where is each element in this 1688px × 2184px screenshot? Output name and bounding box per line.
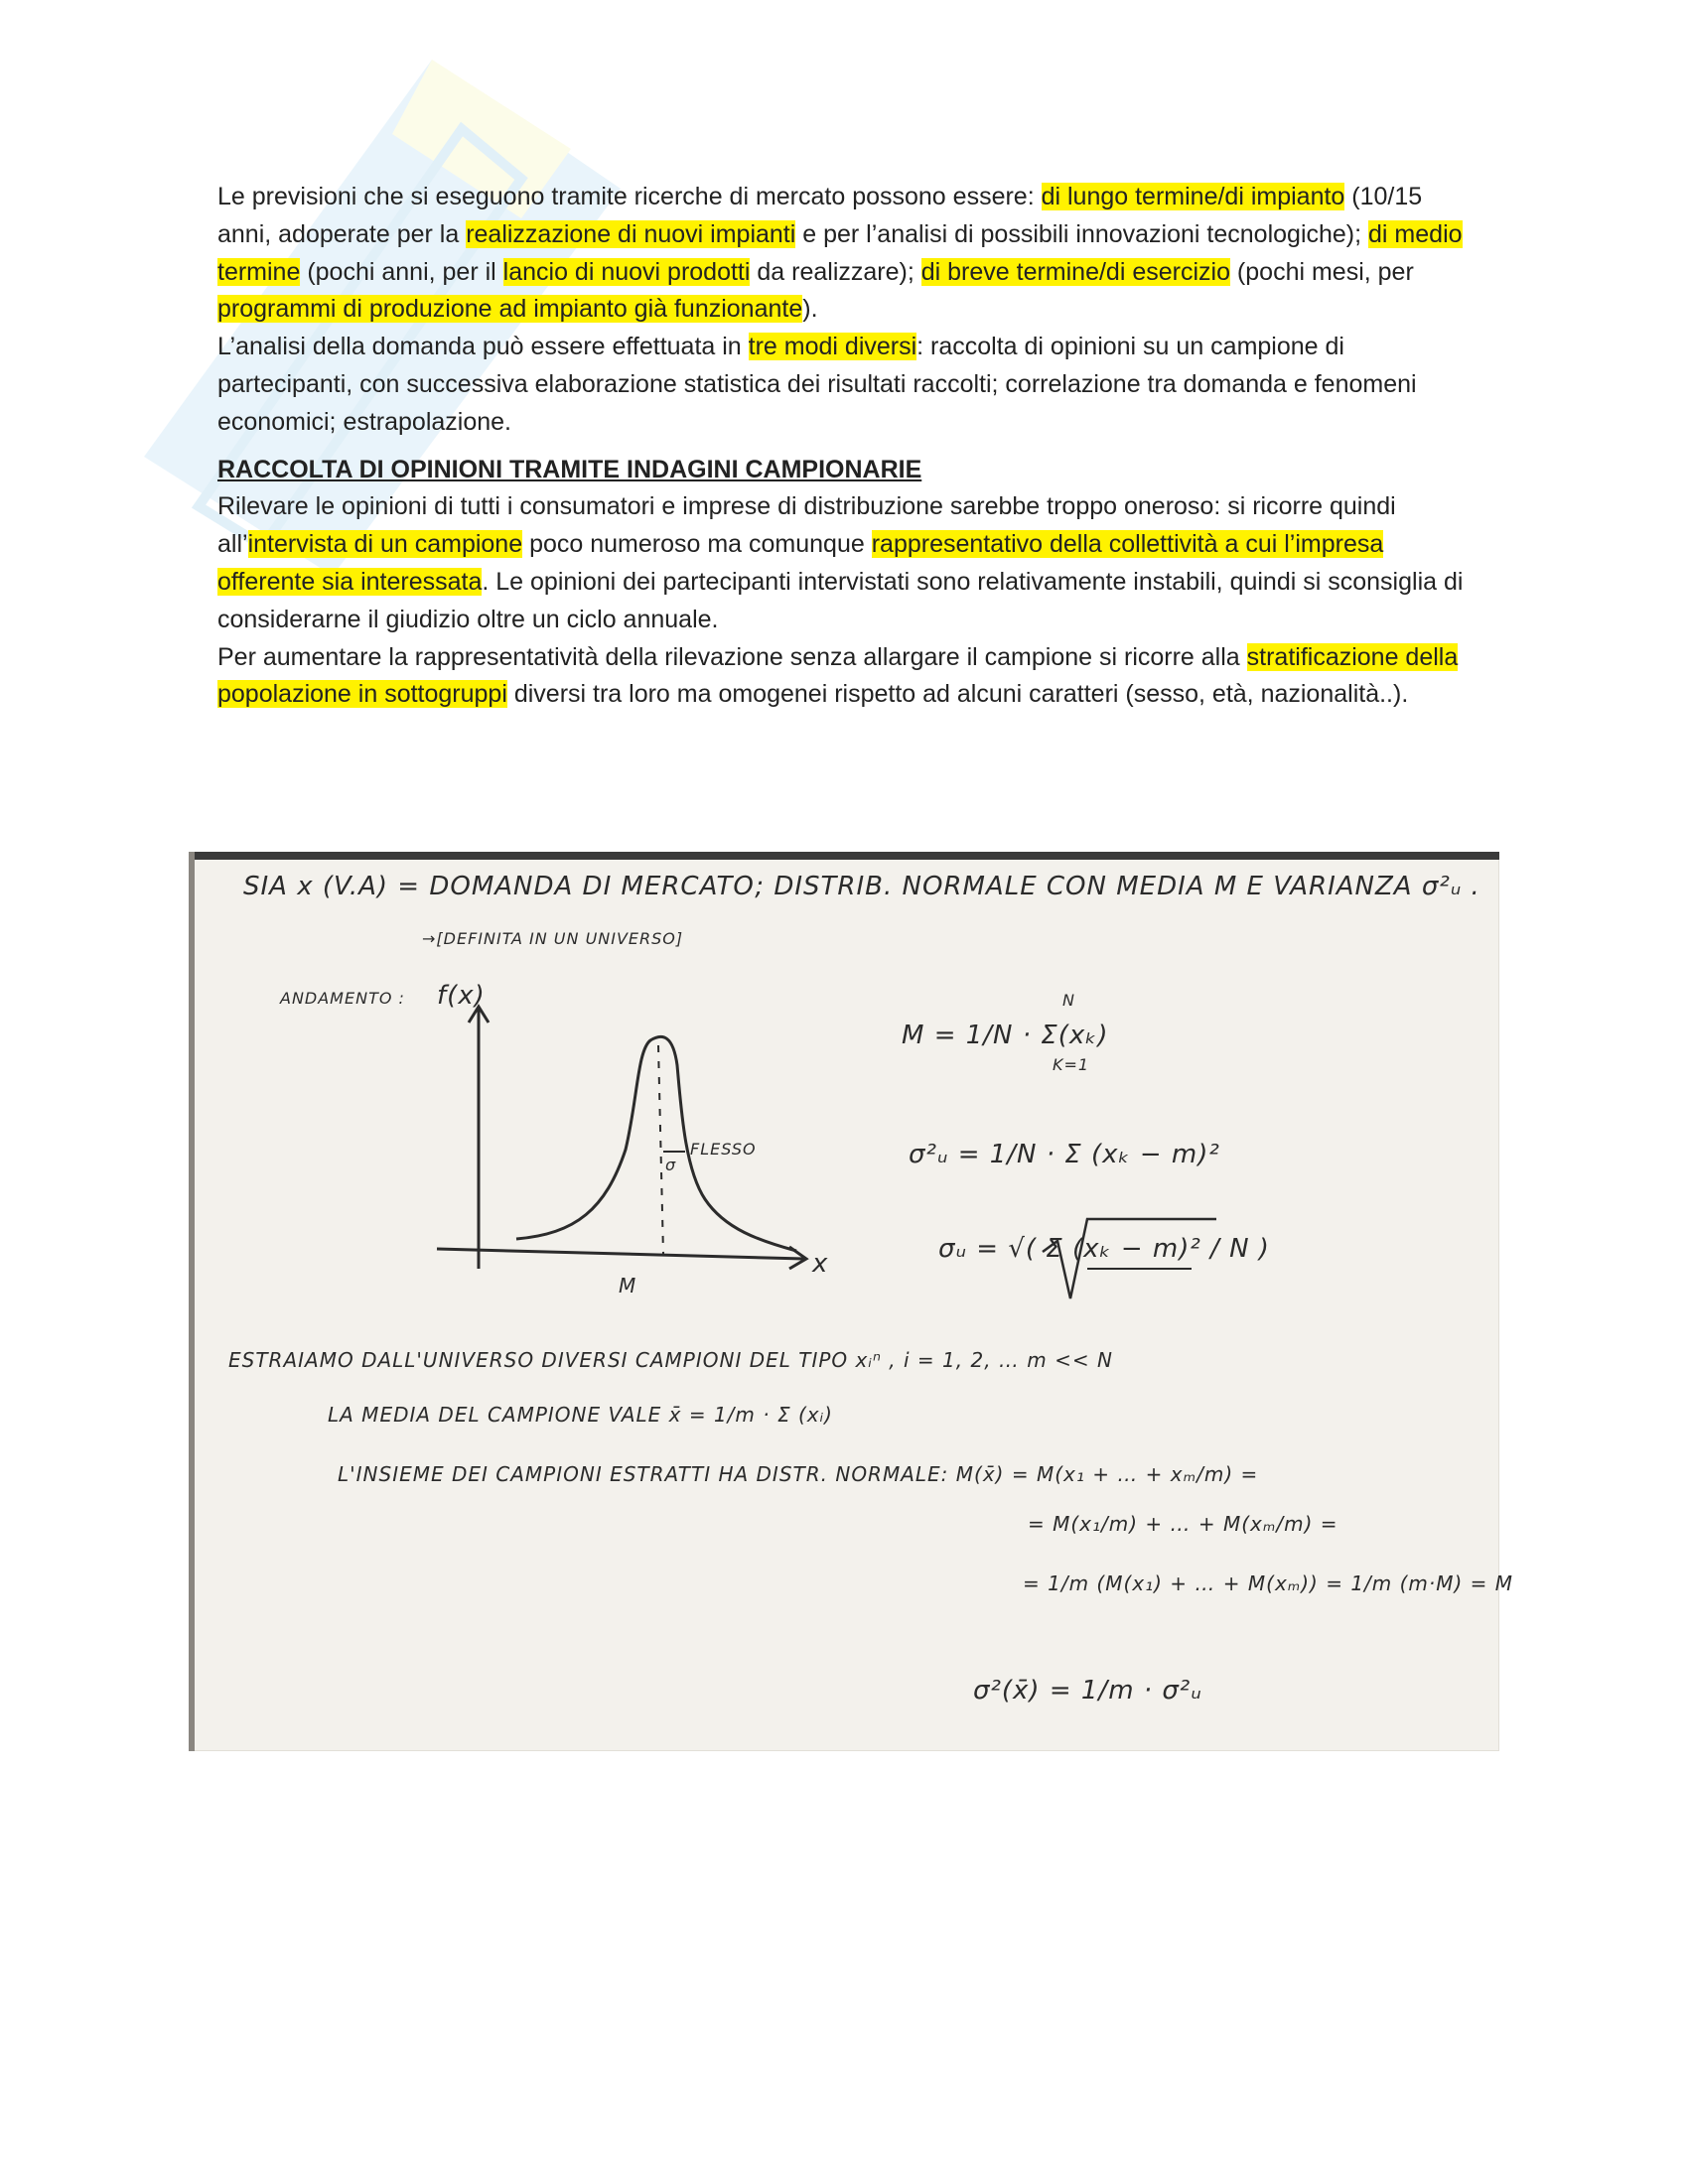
note-media-campione: LA MEDIA DEL CAMPIONE VALE x̄ = 1/m · Σ (xᵢ) [328,1403,833,1427]
highlighted-text: lancio di nuovi prodotti [502,257,751,286]
highlighted-text: intervista di un campione [247,530,523,559]
text-segment: Le previsioni che si eseguono tramite ricerche di mercato possono essere: [217,183,1042,210]
text-segment: da realizzare); [750,257,921,286]
section-heading [217,452,1478,489]
note-sigma-small: σ [665,1156,677,1174]
paragraph [217,488,1478,638]
paragraph [217,179,1478,329]
highlighted-text: di breve termine/di esercizio [920,257,1230,286]
handwritten-notes-photo [189,852,1514,1751]
paragraph [217,639,1478,715]
text-segment: (pochi anni, per il [300,257,503,286]
note-axis-m: M [619,1274,637,1297]
sum-bottom-k: K=1 [1053,1055,1090,1074]
document-body [217,179,1478,714]
note-flesso: FLESSO [690,1140,757,1159]
text-segment: (10/15 anni, adoperate per la [217,183,1423,248]
highlighted-text: realizzazione di nuovi impianti [466,219,796,248]
highlighted-text: programmi di produzione ad impianto già funzionante [217,295,803,324]
text-segment: Per aumentare la rappresentatività della rilevazione senza allargare il campione si ricorre alla [217,642,1247,671]
note-equation-2: = M(x₁/m) + … + M(xₘ/m) = [1028,1512,1338,1536]
highlighted-text: tre modi diversi [748,333,917,361]
formula-std-dev: σᵤ = √( Σ (xₖ − m)² / N ) [938,1234,1270,1264]
note-estraiamo: ESTRAIAMO DALL'UNIVERSO DIVERSI CAMPIONI DEL TIPO xᵢⁿ , i = 1, 2, … m << N [228,1348,1113,1372]
highlighted-text: di lungo termine/di impianto [1041,183,1345,210]
text-segment: e per l’analisi di possibili innovazioni tecnologiche); [795,219,1369,248]
text-segment: poco numeroso ma comunque [522,530,872,559]
note-variance-mean: σ²(x̄) = 1/m · σ²ᵤ [973,1676,1202,1706]
note-line-1: SIA x (V.A) = DOMANDA DI MERCATO; DISTRIB. NORMALE CON MEDIA M E VARIANZA σ²ᵤ . [243,872,1480,901]
highlighted-text: rappresentativo della collettività a cui l’impresa offerente sia interessata [217,530,1384,596]
text-segment: RACCOLTA DI OPINIONI TRAMITE INDAGINI CAMPIONARIE [217,455,922,483]
text-segment: : raccolta di opinioni su un campione di partecipanti, con successiva elaborazione statistica dei risultati raccolti; correlazione tra domanda e fenomeni economici; estrapolazione. [217,333,1417,436]
text-segment: Rilevare le opinioni di tutti i consumatori e imprese di distribuzione sarebbe troppo oneroso: si ricorre quindi all’ [217,492,1396,559]
mean-dashed-line [658,1045,663,1254]
highlighted-text: stratificazione della popolazione in sottogruppi [217,642,1459,709]
note-andamento: ANDAMENTO : [280,989,405,1008]
note-line-2: →[DEFINITA IN UN UNIVERSO] [422,929,684,948]
text-segment: . Le opinioni dei partecipanti intervistati sono relativamente instabili, quindi si sconsiglia di considerarne il giudizio oltre un ciclo annuale. [217,567,1464,633]
note-insieme-campioni: L'INSIEME DEI CAMPIONI ESTRATTI HA DISTR. NORMALE: M(x̄) = M(x₁ + … + xₘ/m) = [338,1462,1259,1486]
x-axis [437,1249,804,1259]
text-segment: L’analisi della domanda può essere effettuata in [217,333,749,361]
formula-variance: σ²ᵤ = 1/N · Σ (xₖ − m)² [909,1140,1220,1169]
text-segment: ). [802,295,818,324]
normal-distribution-sketch [189,852,1499,1751]
text-segment: (pochi mesi, per [1229,257,1414,286]
note-fx: f(x) [437,981,486,1011]
formula-mean: M = 1/N · Σ(xₖ) [902,1021,1109,1050]
paragraph [217,329,1478,441]
sum-top-n: N [1062,991,1075,1010]
text-segment: diversi tra loro ma omogenei rispetto ad alcuni caratteri (sesso, età, nazionalità..). [506,680,1409,709]
note-axis-x: x [812,1249,829,1279]
note-equation-3: = 1/m (M(x₁) + … + M(xₘ)) = 1/m (m·M) = M [1023,1571,1514,1595]
highlighted-text: di medio termine [217,219,1463,286]
